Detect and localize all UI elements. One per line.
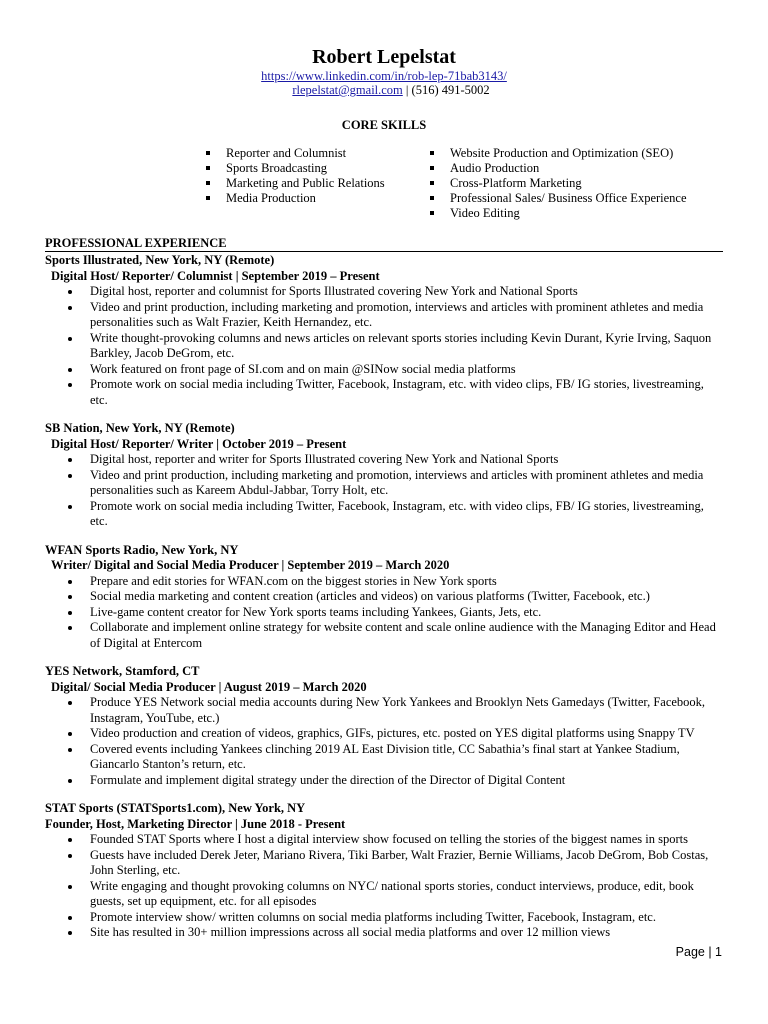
square-bullet-icon <box>430 211 434 215</box>
skill-item <box>206 146 386 161</box>
bullet-dot-icon <box>68 290 72 294</box>
phone-number: | (516) 491-5002 <box>402 83 490 97</box>
skill-item <box>206 191 386 206</box>
role-line: Digital Host/ Reporter/ Columnist | September 2019 – Present <box>51 268 380 283</box>
company-line: WFAN Sports Radio, New York, NY <box>45 542 239 557</box>
bullet-text: Write engaging and thought provoking columns on NYC/ national sports stories, conduct interviews, produce, edit, book guests, set up equipment, etc. for all episodes <box>90 878 694 908</box>
bullet-text: Formulate and implement digital strategy under the direction of the Director of Digital Content <box>90 772 566 787</box>
skill-label: Cross-Platform Marketing <box>450 176 582 190</box>
job-bullet <box>45 362 723 378</box>
bullet-dot-icon <box>68 885 72 889</box>
job-bullet <box>45 620 723 651</box>
job-bullet <box>45 574 723 590</box>
job-bullet <box>45 910 723 926</box>
bullet-dot-icon <box>68 595 72 599</box>
company-line: STAT Sports (STATSports1.com), New York, NY <box>45 801 306 815</box>
core-skills-heading: CORE SKILLS <box>341 118 427 132</box>
bullet-dot-icon <box>68 748 72 752</box>
square-bullet-icon <box>430 181 434 185</box>
bullet-dot-icon <box>68 474 72 478</box>
job-bullet-list <box>45 574 723 652</box>
bullet-text: Promote work on social media including Twitter, Facebook, Instagram, etc. with video clips, FB/ IG stories, livestreaming, etc. <box>90 498 704 528</box>
bullet-dot-icon <box>68 505 72 509</box>
skill-label: Website Production and Optimization (SEO) <box>450 146 674 160</box>
square-bullet-icon <box>206 166 210 170</box>
core-skills-right-list <box>430 146 720 221</box>
skill-label: Audio Production <box>450 161 540 175</box>
square-bullet-icon <box>206 181 210 185</box>
bullet-dot-icon <box>68 701 72 705</box>
bullet-dot-icon <box>68 626 72 630</box>
skill-label: Professional Sales/ Business Office Experience <box>450 191 687 205</box>
bullet-text: Video and print production, including marketing and promotion, interviews and articles with prominent athletes and media personalities such as Kareem Abdul-Jabbar, Torry Holt, etc. <box>90 467 704 497</box>
job-bullet <box>45 331 723 362</box>
bullet-dot-icon <box>68 306 72 310</box>
bullet-dot-icon <box>68 732 72 736</box>
skill-label: Video Editing <box>450 206 520 220</box>
skill-label: Sports Broadcasting <box>226 161 328 175</box>
skill-label: Reporter and Columnist <box>226 146 347 160</box>
email-link[interactable]: rlepelstat@gmail.com <box>292 83 403 97</box>
job-bullet <box>45 605 723 621</box>
skill-item <box>206 176 386 191</box>
job-bullet <box>45 879 723 910</box>
page-number: Page | 1 <box>675 945 722 959</box>
job-entry <box>45 253 723 408</box>
bullet-text: Prepare and edit stories for WFAN.com on the biggest stories in New York sports <box>90 573 497 588</box>
bullet-text: Video and print production, including marketing and promotion, interviews and articles with prominent athletes and media personalities such as Walt Frazier, Keith Hernandez, etc. <box>90 299 704 329</box>
bullet-dot-icon <box>68 611 72 615</box>
bullet-dot-icon <box>68 931 72 935</box>
job-bullet <box>45 832 723 848</box>
core-skills-left-list <box>206 146 386 206</box>
section-divider <box>45 251 723 252</box>
bullet-dot-icon <box>68 368 72 372</box>
role-line: Writer/ Digital and Social Media Producer | September 2019 – March 2020 <box>51 558 450 572</box>
bullet-dot-icon <box>68 779 72 783</box>
job-bullet-list <box>45 452 723 530</box>
skill-label: Media Production <box>226 191 316 205</box>
square-bullet-icon <box>430 151 434 155</box>
skill-item <box>430 206 720 221</box>
bullet-dot-icon <box>68 580 72 584</box>
job-bullet <box>45 468 723 499</box>
bullet-text: Digital host, reporter and columnist for Sports Illustrated covering New York and National Sports <box>90 284 578 298</box>
job-bullet <box>45 925 723 941</box>
bullet-dot-icon <box>68 337 72 341</box>
job-bullet <box>45 300 723 331</box>
job-bullet <box>45 499 723 530</box>
linkedin-line <box>0 69 768 83</box>
bullet-text: Site has resulted in 30+ million impressions across all social media platforms and over 12 million views <box>90 925 611 939</box>
bullet-text: Covered events including Yankees clinching 2019 AL East Division title, CC Sabathia’s final start at Yankee Stadium, Giancarlo Stanton’s return, etc. <box>90 741 680 771</box>
square-bullet-icon <box>206 196 210 200</box>
job-bullet-list <box>45 832 723 941</box>
bullet-dot-icon <box>68 854 72 858</box>
job-bullet <box>45 695 723 726</box>
bullet-text: Digital host, reporter and writer for Sports Illustrated covering New York and National Sports <box>90 452 559 466</box>
bullet-text: Collaborate and implement online strategy for website content and scale online audience with the Managing Editor and Head of Digital at Entercom <box>90 620 716 650</box>
job-bullet <box>45 773 723 789</box>
experience-heading: PROFESSIONAL EXPERIENCE <box>45 236 227 250</box>
job-entry <box>45 664 723 788</box>
job-bullet-list <box>45 284 723 408</box>
job-bullet <box>45 377 723 408</box>
company-line: YES Network, Stamford, CT <box>45 664 200 678</box>
bullet-text: Guests have included Derek Jeter, Mariano Rivera, Tiki Barber, Walt Frazier, Bernie Williams, Jacob DeGrom, Bob Costas, John Sterling, etc. <box>90 847 709 877</box>
resume-header <box>0 45 768 97</box>
job-entry <box>45 801 723 941</box>
role-line: Founder, Host, Marketing Director | June 2018 - Present <box>45 816 346 831</box>
bullet-text: Live-game content creator for New York sports teams including Yankees, Giants, Jets, etc. <box>90 604 542 619</box>
bullet-text: Founded STAT Sports where I host a digital interview show focused on telling the stories of the biggest names in sports <box>90 832 688 846</box>
skill-label: Marketing and Public Relations <box>226 176 385 190</box>
company-line: SB Nation, New York, NY (Remote) <box>45 421 235 435</box>
bullet-text: Produce YES Network social media accounts during New York Yankees and Brooklyn Nets Gamedays (Twitter, Facebook, Instagram, YouTube, etc.) <box>90 695 706 725</box>
role-line: Digital/ Social Media Producer | August 2019 – March 2020 <box>51 679 367 694</box>
job-bullet <box>45 742 723 773</box>
skill-item <box>430 176 720 191</box>
candidate-name: Robert Lepelstat <box>312 46 456 68</box>
bullet-dot-icon <box>68 458 72 462</box>
skill-item <box>430 191 720 206</box>
skill-item <box>206 161 386 176</box>
bullet-text: Promote work on social media including Twitter, Facebook, Instagram, etc. with video clips, FB/ IG stories, livestreaming, etc. <box>90 377 704 407</box>
job-bullet <box>45 726 723 742</box>
square-bullet-icon <box>430 196 434 200</box>
contact-line <box>14 83 768 97</box>
job-bullet <box>45 284 723 300</box>
job-bullet <box>45 848 723 879</box>
bullet-text: Promote interview show/ written columns on social media platforms including Twitter, Facebook, Instagram, etc. <box>90 909 656 924</box>
experience-list <box>45 253 723 954</box>
bullet-dot-icon <box>68 916 72 920</box>
bullet-text: Write thought-provoking columns and news articles on relevant sports stories including Kevin Durant, Kyrie Irving, Saquon Barkley, Jacob DeGrom, etc. <box>90 330 712 360</box>
bullet-text: Video production and creation of videos, graphics, GIFs, pictures, etc. posted on YES digital platforms using Snappy TV <box>90 726 695 740</box>
skill-item <box>430 146 720 161</box>
bullet-dot-icon <box>68 838 72 842</box>
square-bullet-icon <box>430 166 434 170</box>
bullet-dot-icon <box>68 383 72 387</box>
job-bullet-list <box>45 695 723 788</box>
bullet-text: Social media marketing and content creation (articles and videos) on various platforms (Twitter, Facebook, etc.) <box>90 589 650 603</box>
skill-item <box>430 161 720 176</box>
job-bullet <box>45 452 723 468</box>
company-line: Sports Illustrated, New York, NY (Remote) <box>45 253 275 267</box>
square-bullet-icon <box>206 151 210 155</box>
job-bullet <box>45 589 723 605</box>
job-entry <box>45 543 723 652</box>
linkedin-link[interactable]: https://www.linkedin.com/in/rob-lep-71bab3143/ <box>261 69 507 83</box>
bullet-text: Work featured on front page of SI.com and on main @SINow social media platforms <box>90 361 516 376</box>
job-entry <box>45 421 723 530</box>
role-line: Digital Host/ Reporter/ Writer | October 2019 – Present <box>51 436 347 451</box>
